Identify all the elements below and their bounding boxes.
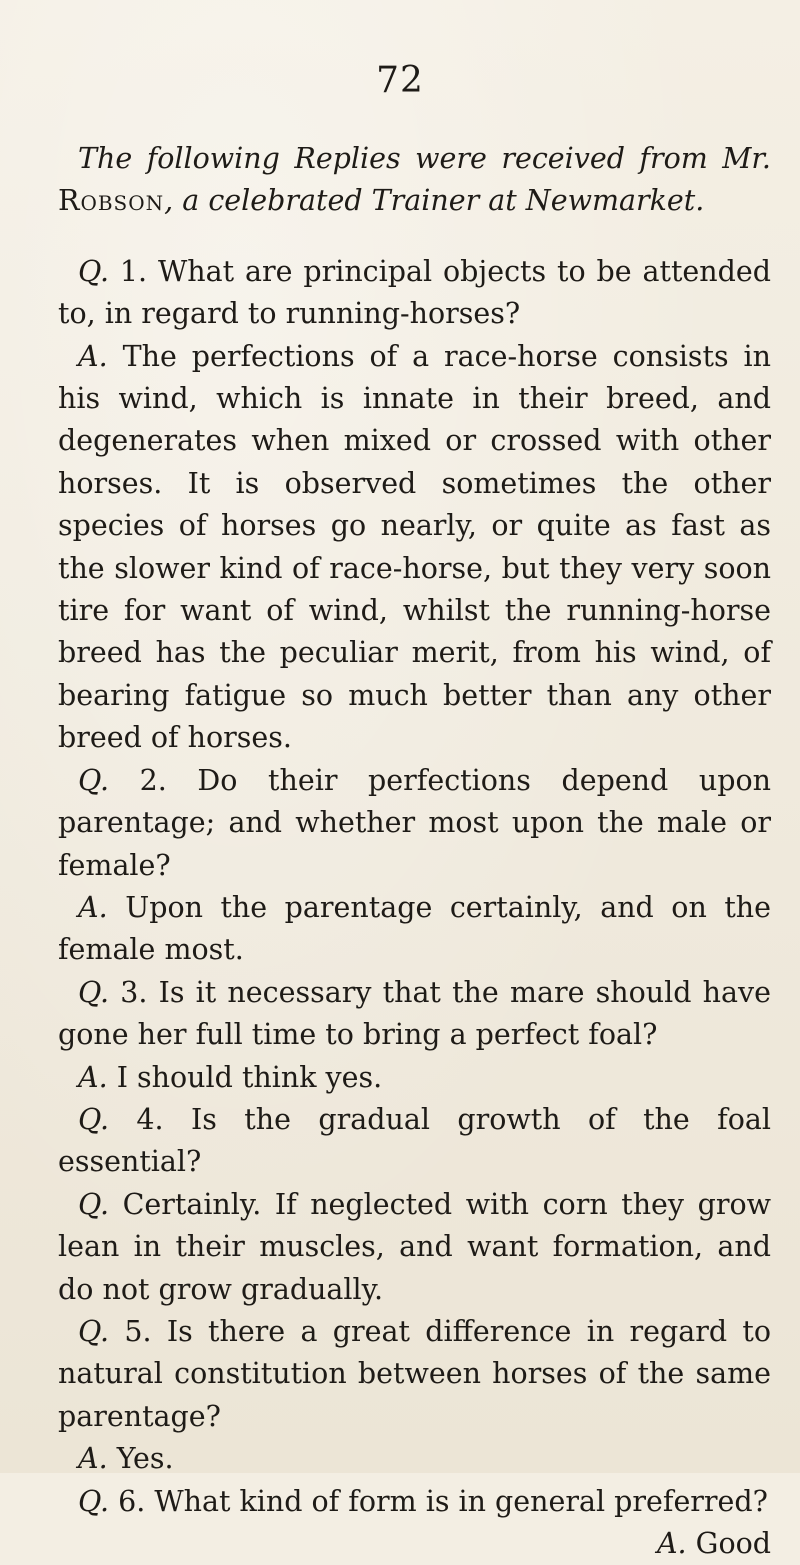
qa-entry (58, 887, 771, 972)
intro-lead: The following Replies were received from Mr. (78, 142, 771, 175)
entry-text: I should think yes. (116, 1060, 383, 1094)
qa-entry (58, 251, 771, 336)
entry-text: 4. Is the gradual growth of the foal essential? (58, 1102, 771, 1179)
entry-label: Q. (78, 1314, 110, 1348)
entry-label: A. (78, 890, 108, 924)
entry-text: 2. Do their perfections depend upon parentage; and whether most upon the male or female? (58, 763, 771, 882)
entry-text: 6. What kind of form is in general preferred? (118, 1484, 768, 1518)
entry-text: 1. What are principal objects to be attended to, in regard to running-horses? (58, 254, 771, 331)
entry-label: Q. (78, 254, 110, 288)
qa-entry (58, 1057, 771, 1099)
entry-label: Q. (78, 1187, 110, 1221)
qa-entry (58, 1184, 771, 1311)
qa-entry (58, 1311, 771, 1438)
qa-entry (58, 1481, 771, 1523)
qa-entry (58, 760, 771, 887)
intro-tail: , a celebrated Trainer at Newmarket. (164, 184, 705, 218)
continuation-text: Good (695, 1527, 771, 1560)
entry-label: Q. (78, 1102, 110, 1136)
entry-label: A. (78, 1060, 108, 1094)
text-body (58, 138, 771, 1565)
entry-text: Upon the parentage certainly, and on the female most. (58, 890, 772, 967)
entry-text: The perfections of a race-horse consists in his wind, which is innate in their breed, and degenerates when mixed or crossed with other horses. It is observed sometimes the other species of horses go nearly, or quite as fast as the slower kind of race-horse, but they very soon tire for want of wind, whilst the running-horse breed has the peculiar merit, from his wind, of bearing fatigue so much better than any other breed of horses. (58, 339, 771, 755)
qa-entry (58, 336, 771, 760)
continuation-label: A. (656, 1527, 687, 1560)
entry-label: Q. (78, 975, 110, 1009)
entry-text: Certainly. If neglected with corn they grow lean in their muscles, and want formation, and do not grow gradually. (58, 1187, 771, 1306)
intro-paragraph (58, 138, 771, 223)
page-number: 72 (376, 60, 424, 101)
entry-label: A. (78, 339, 108, 373)
qa-entry (58, 1099, 771, 1184)
entry-text: 5. Is there a great difference in regard to natural constitution between horses of the same parentage? (58, 1314, 771, 1433)
entry-label: Q. (78, 763, 110, 797)
qa-entry (58, 1438, 771, 1480)
entry-label: Q. (78, 1484, 110, 1518)
entry-text: Yes. (116, 1442, 174, 1476)
entry-text: 3. Is it necessary that the mare should have gone her full time to bring a perfect foal? (58, 975, 771, 1052)
qa-entry (58, 972, 771, 1057)
entry-label: A. (78, 1442, 108, 1476)
continuation-line (58, 1523, 771, 1565)
trainer-name: Robson (58, 184, 165, 218)
